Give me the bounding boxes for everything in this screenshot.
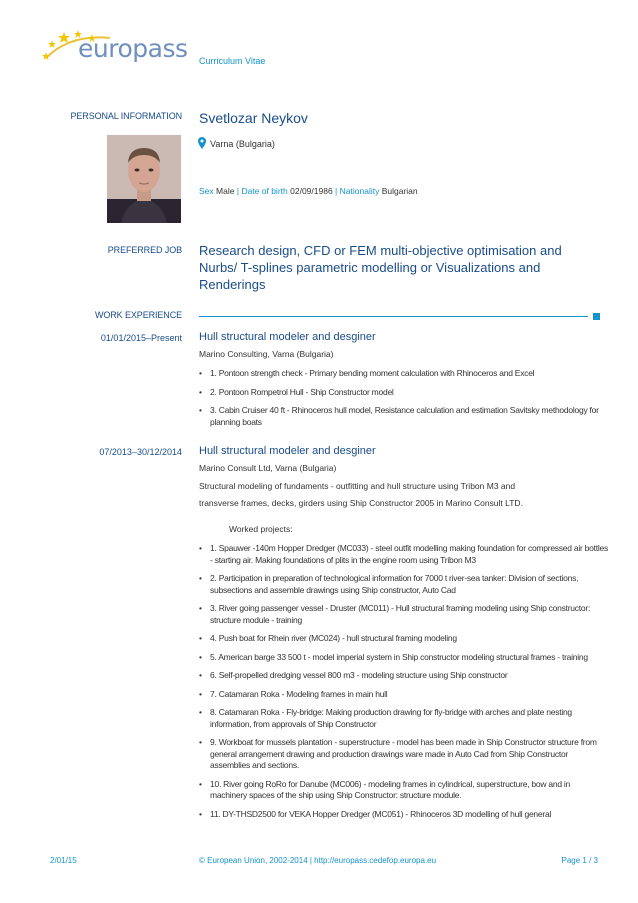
position-title: Hull structural modeler and desginer xyxy=(199,331,376,343)
location-pin-icon xyxy=(198,137,206,149)
list-item: • 3. Cabin Cruiser 40 ft - Rhinoceros hull model, Resistance calculation and estimation Savitsky methodology for planning boats xyxy=(199,405,609,428)
position-title: Hull structural modeler and desginer xyxy=(199,445,376,457)
position-items-list xyxy=(199,543,609,827)
description-paragraph: Structural modeling of fundaments - outfitting and hull structure using Tribon M3 and xyxy=(199,481,516,491)
nationality-value: Bulgarian xyxy=(381,186,418,196)
list-item: • 8. Catamaran Roka - Fly-bridge: Making production drawing for fly-bridge with arches and plate nesting information, from approvals of Ship Constructor xyxy=(199,707,609,730)
list-item: • 11. DY-THSD2500 for VEKA Hopper Dredger (MC051) - Rhinoceros 3D modelling of hull general xyxy=(199,809,609,821)
list-item: • 7. Catamaran Roka - Modeling frames in main hull xyxy=(199,689,609,701)
footer-date: 2/01/15 xyxy=(50,856,77,865)
list-item: • 1. Spauwer -140m Hopper Dredger (MC033) - steel outfit modelling making foundation for compressed air bottles - starting air. Making foundations of plits in the engine room using Tribon M3 xyxy=(199,543,609,566)
list-item: • 5. American barge 33 500 t - model imperial system in Ship constructor modeling structural frames - training xyxy=(199,652,609,664)
position-dates: 01/01/2015–Present xyxy=(100,333,182,343)
employer: Marino Consulting, Varna (Bulgaria) xyxy=(199,349,334,359)
section-divider-square xyxy=(593,313,600,320)
profile-photo xyxy=(107,135,181,223)
list-item: • 9. Workboat for mussels plantation - superstructure - model has been made in Ship Constructor structure from general arrangement drawing and production drawings ware made in Auto Cad from Ship Constructor assemblies and sections. xyxy=(199,737,609,772)
section-label-personal: PERSONAL INFORMATION xyxy=(70,111,182,121)
list-item: • 4. Push boat for Rhein river (MC024) - hull structural framing modeling xyxy=(199,633,609,645)
sex-label: Sex xyxy=(199,186,214,196)
personal-details-line: Sex Male | Date of birth 02/09/1986 | Nationality Bulgarian xyxy=(199,186,418,196)
nationality-label: Nationality xyxy=(339,186,380,196)
preferred-job-text: Research design, CFD or FEM multi-objective optimisation and Nurbs/ T-splines parametric modelling or Visualizations and Renderings xyxy=(199,243,562,292)
list-item: • 1. Pontoon strength check - Primary bending moment calculation with Rhinoceros and Excel xyxy=(199,368,609,380)
footer-copyright-link[interactable]: © European Union, 2002-2014 | http://europass.cedefop.europa.eu xyxy=(199,856,437,865)
position-dates: 07/2013–30/12/2014 xyxy=(99,447,182,457)
description-paragraph: transverse frames, decks, girders using Ship Constructor 2005 in Marino Consult LTD. xyxy=(199,498,523,508)
section-label-preferred-job: PREFERRED JOB xyxy=(107,245,182,255)
position-items-list xyxy=(199,368,609,435)
person-name: Svetlozar Neykov xyxy=(199,110,308,126)
document-title: Curriculum Vitae xyxy=(199,56,266,66)
list-item: • 10. River going RoRo for Danube (MC006) - modeling frames in cylindrical, superstructure, bow and in machinery spaces of the ship using Ship Constructor: structure module. xyxy=(199,779,609,802)
dob-label: Date of birth xyxy=(241,186,288,196)
dob-value: 02/09/1986 xyxy=(290,186,333,196)
footer-page-number: Page 1 / 3 xyxy=(561,856,598,865)
list-item: • 6. Self-propelled dredging vessel 800 m3 - modeling structure using Ship constructor xyxy=(199,670,609,682)
location-text: Varna (Bulgaria) xyxy=(210,139,275,149)
list-item: • 2. Participation in preparation of technological information for 7000 t river-sea tanker: Division of sections, subsections and assemble drawings using Ship constructor, Auto Cad xyxy=(199,573,609,596)
section-divider xyxy=(199,316,588,317)
list-item: • 3. River going passenger vessel - Druster (MC011) - Hull structural framing modeling using Ship constructor: structure module - training xyxy=(199,603,609,626)
employer: Marino Consult Ltd, Varna (Bulgaria) xyxy=(199,463,337,473)
list-item: • 2. Pontoon Rompetrol Hull - Ship Constructor model xyxy=(199,387,609,399)
section-label-work-experience: WORK EXPERIENCE xyxy=(94,310,182,320)
sex-value: Male xyxy=(216,186,235,196)
logo-wordmark: europass xyxy=(78,34,188,63)
worked-projects-heading: Worked projects: xyxy=(229,524,293,534)
